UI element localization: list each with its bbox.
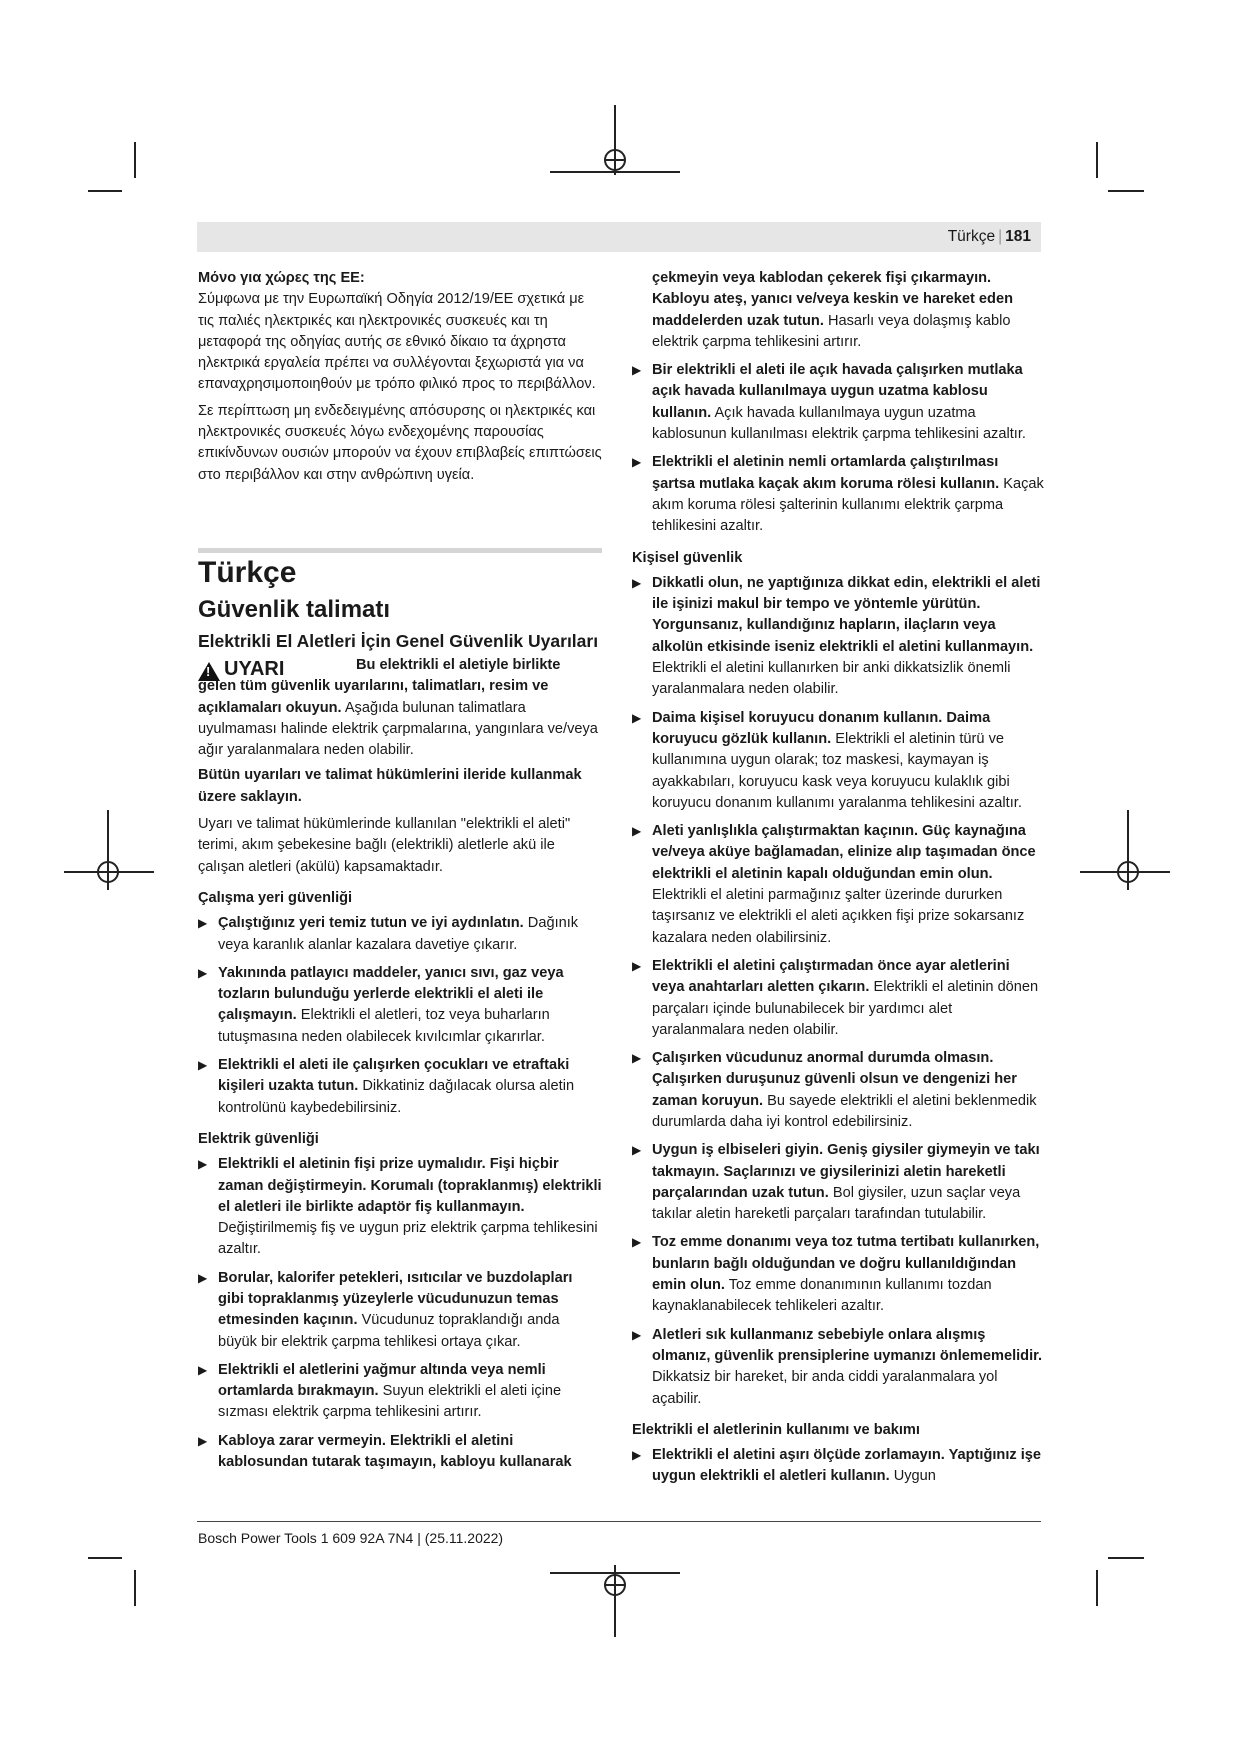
list-item: ▶ Aleti yanlışlıkla çalıştırmaktan kaçının. Güç kaynağına ve/veya aküye bağlamadan, elinize alıp taşımadan önce elektrikli el aletinin kapalı olduğundan emin olun. Elektrikli el aletini parmağınız şalter üzerinde dururken taşırsanız ve elektrikli el aleti açıkken fişi prize sokarsanız kazalara neden olabilirsiniz. [632, 821, 1044, 949]
header-text: Türkçe | 181 [947, 228, 1031, 245]
page-number: 181 [1005, 228, 1031, 245]
continued-item: çekmeyin veya kablodan çekerek fişi çıkarmayın. Kabloyu ateş, yanıcı ve/veya keskin ve hareket eden maddelerden uzak tutun. Hasarlı veya dolaşmış kablo elektrik çarpma tehlikesini artırır. [652, 270, 1013, 350]
list-item: ▶ Elektrikli el aletinin nemli ortamlarda çalıştırılması şartsa mutlaka kaçak akım koruma rölesi kullanın. Kaçak akım koruma rölesi şalterinin kullanımı elektrik çarpma tehlikesini azaltır. [632, 452, 1044, 537]
list-item: ▶ Elektrikli el aletinin fişi prize uymalıdır. Fişi hiçbir zaman değiştirmeyin. Korumalı (topraklanmış) elektrikli el aletleri ile birlikte adaptör fiş kullanmayın. Değiştirilmemiş fiş ve uygun priz elektrik çarpma tehlikesini azaltır. [198, 1154, 602, 1260]
list-item: ▶ Elektrikli el aletini çalıştırmadan önce ayar aletlerini veya anahtarları aletten çıkarın. Elektrikli el aletinin dönen parçaları içinde bulunabilecek bir yardımcı alet yaralanmalara neden olabilir. [632, 956, 1044, 1041]
work-area-list [198, 913, 602, 1119]
tool-definition: Uyarı ve talimat hükümlerinde kullanılan "elektrikli el aleti" terimi, akım şebekesine bağlı (elektrikli) aletlerle akü ile çalışan aletleri (akülü) kapsamaktadır. [198, 816, 571, 875]
list-item: ▶ Toz emme donanımı veya toz tutma tertibatı kullanırken, bunların bağlı olduğundan ve doğru kullanıldığından emin olun. Toz emme donanımının kullanımı tozdan kaynaklanabilecek tehlikeleri azaltır. [632, 1232, 1044, 1317]
personal-heading: Kişisel güvenlik [632, 549, 743, 566]
use-care-heading: Elektrikli el aletlerinin kullanımı ve bakımı [632, 1421, 920, 1438]
list-item: ▶ Yakınında patlayıcı maddeler, yanıcı sıvı, gaz veya tozların bulunduğu yerlerde elektrikli el aleti ile çalışmayın. Elektrikli el aletleri, toz veya buharların tutuşmasına neden olabilecek kıvılcımlar çıkarırlar. [198, 963, 602, 1048]
electrical-list-continued [632, 360, 1044, 537]
personal-list [632, 573, 1044, 1410]
list-item: ▶ Bir elektrikli el aleti ile açık havada çalışırken mutlaka açık havada kullanılmaya uygun uzatma kablosu kullanın. Açık havada kullanılmaya uygun uzatma kablosunun kullanılması elektrik çarpma tehlikesini azaltır. [632, 360, 1044, 445]
work-area-heading: Çalışma yeri güvenliği [198, 889, 353, 906]
list-item: ▶ Çalıştığınız yeri temiz tutun ve iyi aydınlatın. Dağınık veya karanlık alanlar kazalara davetiye çıkarır. [198, 913, 602, 956]
warning-label: ! UYARI [198, 659, 356, 681]
list-item: ▶ Aletleri sık kullanmanız sebebiyle onlara alışmış olmanız, güvenlik prensiplerine uymanızı önlememelidir. Dikkatsiz bir hareket, bir anda ciddi yaralanmalara yol açabilir. [632, 1325, 1044, 1410]
keep-instructions: Bütün uyarıları ve talimat hükümlerini ileride kullanmak üzere saklayın. [198, 767, 582, 805]
electrical-list [198, 1154, 602, 1473]
page-header [197, 222, 1041, 252]
left-column [198, 268, 602, 1480]
list-item: ▶ Dikkatli olun, ne yaptığınıza dikkat edin, elektrikli el aleti ile işinizi makul bir tempo ve yöntemle yürütün. Yorgunsanız, kullandığınız hapların, ilaçların veya alkolün etkisinde iseniz elektrikli el aletini kullanmayın. Elektrikli el aletini kullanırken bir anki dikkatsizlik önemli yaralanmalara neden olabilir. [632, 573, 1044, 701]
section-title: Güvenlik talimatı [198, 595, 391, 623]
list-item: ▶ Elektrikli el aletini aşırı ölçüde zorlamayın. Yaptığınız işe uygun elektrikli el aletleri kullanın. Uygun [632, 1445, 1044, 1488]
use-care-list [632, 1445, 1044, 1488]
list-item: ▶ Elektrikli el aletlerini yağmur altında veya nemli ortamlarda bırakmayın. Suyun elektrikli el aleti içine sızması elektrik çarpma tehlikesini artırır. [198, 1360, 602, 1424]
list-item: ▶ Borular, kalorifer petekleri, ısıtıcılar ve buzdolapları gibi topraklanmış yüzeylerle vücudunuzun temas etmesinden kaçının. Vücudunuz topraklandığı anda büyük bir elektrik çarpma tehlikesi ortaya çıkar. [198, 1268, 602, 1353]
list-item: ▶ Kabloya zarar vermeyin. Elektrikli el aletini kablosundan tutarak taşımayın, kabloyu kullanarak [198, 1431, 602, 1474]
greek-paragraph-1: Σύμφωνα με την Ευρωπαϊκή Οδηγία 2012/19/ΕΕ σχετικά με τις παλιές ηλεκτρικές και ηλεκτρονικές συσκευές και τη μεταφορά της οδηγίας αυτής σε εθνικό δίκαιο τα άχρηστα ηλεκτρικά εργαλεία πρέπει να συλλέγονται ξεχωριστά για να επαναχρησιμοποιηθούν με τρόπο φιλικό προς το περιβάλλον. [198, 291, 596, 393]
warning-text: Bu elektrikli el aletiyle birlikte gelen tüm güvenlik uyarılarını, talimatları, resim ve açıklamaları okuyun. Aşağıda bulunan talimatlara uyulmaması halinde elektrik çarpmalarına, yangınlara ve/veya ağır yaralanmalara neden olabilir. [198, 656, 598, 759]
list-item: ▶ Çalışırken vücudunuz anormal durumda olmasın. Çalışırken duruşunuz güvenli olsun ve dengenizi her zaman koruyun. Bu sayede elektrikli el aletini beklenmedik durumlarda daha iyi kontrol edebilirsiniz. [632, 1048, 1044, 1133]
right-column [632, 268, 1044, 1495]
footer-rule [197, 1521, 1041, 1522]
list-item: ▶ Elektrikli el aleti ile çalışırken çocukları ve etraftaki kişileri uzakta tutun. Dikkatiniz dağılacak olursa aletin kontrolünü kaybedebilirsiniz. [198, 1055, 602, 1119]
header-language: Türkçe [947, 228, 996, 245]
electrical-heading: Elektrik güvenliği [198, 1130, 319, 1147]
list-item: ▶ Uygun iş elbiseleri giyin. Geniş giysiler giymeyin ve takı takmayın. Saçlarınızı ve giysilerinizi aletin hareketli parçalarından uzak tutun. Bol giysiler, uzun saçlar veya takılar aletin hareketli parçaları tarafından tutulabilir. [632, 1140, 1044, 1225]
footer-text: Bosch Power Tools 1 609 92A 7N4 | (25.11.2022) [198, 1530, 504, 1546]
greek-paragraph-2: Σε περίπτωση μη ενδεδειγμένης απόσυρσης οι ηλεκτρικές και ηλεκτρονικές συσκευές λόγω ενδεχομένης παρουσίας επικίνδυνων ουσιών μπορούν να έχουν επιβλαβείς επιπτώσεις στο περιβάλλον και στην ανθρώπινη υγεία. [198, 402, 602, 483]
subsection-title: Elektrikli El Aletleri İçin Genel Güvenlik Uyarıları [198, 630, 599, 651]
list-item: ▶ Daima kişisel koruyucu donanım kullanın. Daima koruyucu gözlük kullanın. Elektrikli el aletinin türü ve kullanımına uygun olarak; toz maskesi, kaymayan iş ayakkabıları, koruyucu kask veya koruyucu kulaklık gibi koruyucu donanım kullanımı yaralanma tehlikesini azaltır. [632, 708, 1044, 814]
language-title: Türkçe [198, 555, 297, 589]
warning-triangle-icon [198, 662, 220, 681]
greek-heading: Μόνο για χώρες της ΕΕ: [198, 270, 365, 286]
